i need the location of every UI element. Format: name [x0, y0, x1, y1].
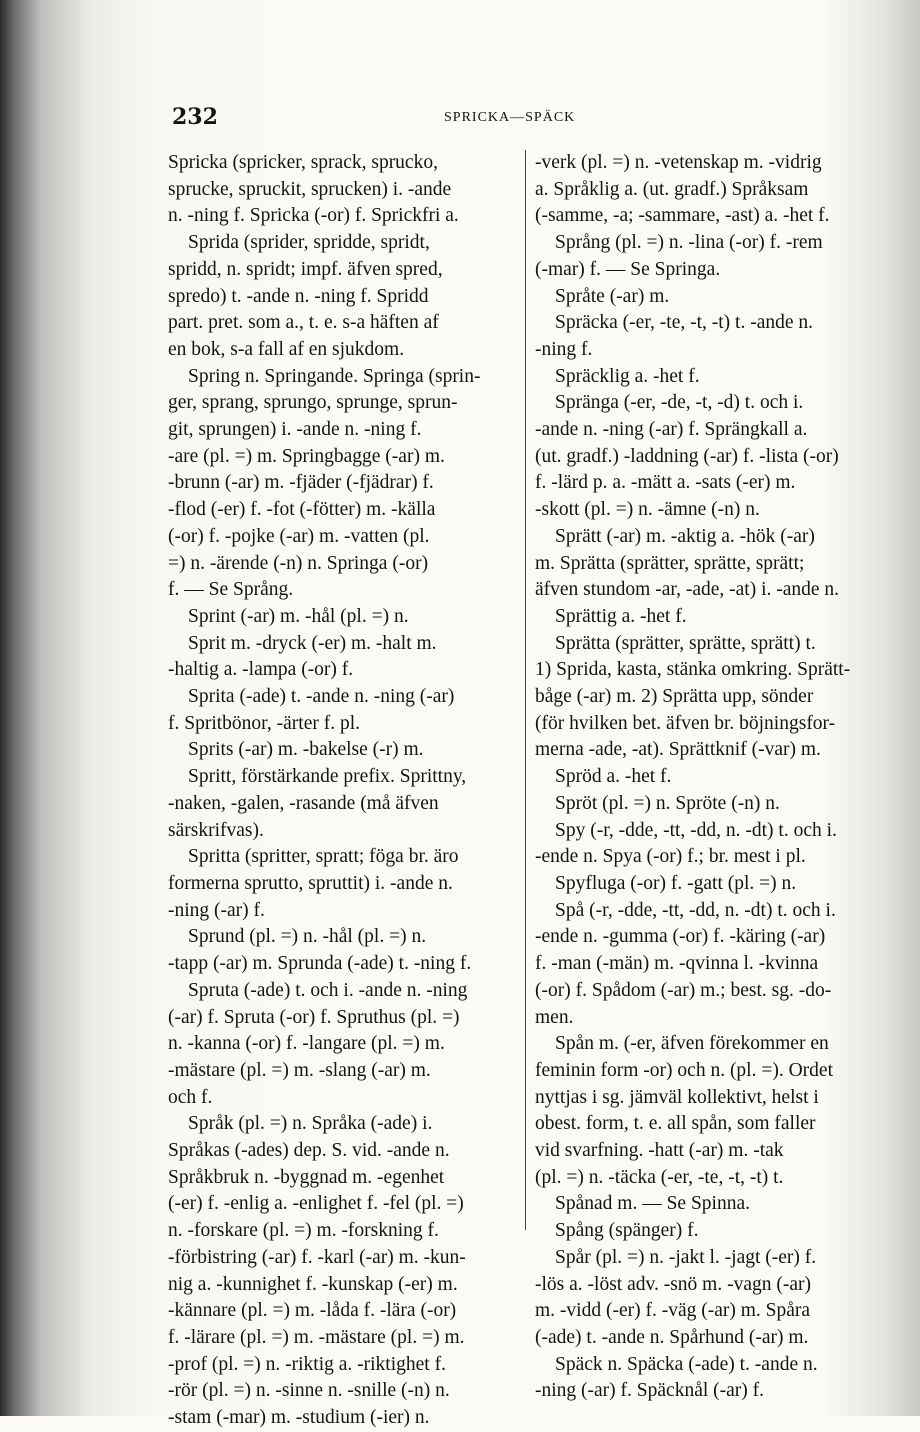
text-line: sprucke, spruckit, sprucken) i. -ande: [168, 178, 452, 200]
text-line: Spröd a. -het f.: [555, 766, 672, 788]
text-line: 1) Sprida, kasta, stänka omkring. Sprätt-: [535, 659, 851, 681]
text-line: Spruta (-ade) t. och i. -ande n. -ning: [188, 979, 468, 1001]
text-line: -flod (-er) f. -fot (-fötter) m. -källa: [168, 499, 436, 521]
text-line: -brunn (-ar) m. -fjäder (-fjädrar) f.: [168, 472, 434, 494]
text-line: Språk (pl. =) n. Språka (-ade) i.: [188, 1113, 433, 1135]
text-line: -verk (pl. =) n. -vetenskap m. -vidrig: [535, 152, 822, 173]
left-column: [168, 150, 520, 1432]
text-line: (-samme, -a; -sammare, -ast) a. -het f.: [535, 205, 830, 227]
text-line: f. -lärare (pl. =) m. -mästare (pl. =) m.: [168, 1326, 465, 1348]
text-line: (ut. gradf.) -laddning (-ar) f. -lista (-or): [535, 445, 839, 467]
text-line: n. -forskare (pl. =) m. -forskning f.: [168, 1220, 439, 1242]
text-line: -skott (pl. =) n. -ämne (-n) n.: [535, 499, 760, 521]
text-line: f. -man (-män) m. -qvinna l. -kvinna: [535, 953, 819, 975]
text-line: -kännare (pl. =) m. -låda f. -lära (-or): [168, 1300, 457, 1322]
text-line: (-or) f. -pojke (-ar) m. -vatten (pl.: [168, 525, 430, 547]
text-line: m. Sprätta (sprätter, sprätte, sprätt;: [535, 552, 805, 574]
text-line: ger, sprang, sprungo, sprunge, sprun-: [168, 392, 458, 414]
text-line: obest. form, t. e. all spån, som faller: [535, 1113, 816, 1135]
text-line: nyttjas i sg. jämväl kollektivt, helst i: [535, 1086, 819, 1108]
text-line: Spång (spänger) f.: [555, 1220, 699, 1242]
column-divider: [525, 150, 526, 1230]
text-line: -ning (-ar) f.: [168, 899, 265, 921]
text-line: n. -ning f. Spricka (-or) f. Sprickfri a.: [168, 205, 459, 227]
text-line: -mästare (pl. =) m. -slang (-ar) m.: [168, 1059, 431, 1081]
text-line: (-ade) t. -ande n. Spårhund (-ar) m.: [535, 1326, 809, 1348]
text-line: f. Spritbönor, -ärter f. pl.: [168, 712, 361, 734]
text-line: git, sprungen) i. -ande n. -ning f.: [168, 419, 422, 441]
text-line: Spritt, förstärkande prefix. Sprittny,: [188, 766, 467, 788]
text-line: (-ar) f. Spruta (-or) f. Spruthus (pl. =): [168, 1006, 460, 1028]
text-line: n. -kanna (-or) f. -langare (pl. =) m.: [168, 1033, 445, 1055]
text-line: vid svarfning. -hatt (-ar) m. -tak: [535, 1140, 784, 1162]
text-line: -haltig a. -lampa (-or) f.: [168, 659, 354, 681]
text-line: Spår (pl. =) n. -jakt l. -jagt (-er) f.: [555, 1246, 817, 1268]
text-line: f. — Se Språng.: [168, 579, 294, 601]
text-line: Spå (-r, -dde, -tt, -dd, n. -dt) t. och i.: [555, 899, 836, 921]
text-line: -förbistring (-ar) f. -karl (-ar) m. -kun-: [168, 1246, 466, 1268]
text-line: -rör (pl. =) n. -sinne n. -snille (-n) n.: [168, 1380, 450, 1402]
text-line: Spröt (pl. =) n. Spröte (-n) n.: [555, 792, 780, 814]
text-line: Späck n. Späcka (-ade) t. -ande n.: [555, 1353, 818, 1375]
text-line: a. Språklig a. (ut. gradf.) Språksam: [535, 178, 809, 200]
text-line: Språkbruk n. -byggnad m. -egenhet: [168, 1166, 445, 1188]
text-line: Språng (pl. =) n. -lina (-or) f. -rem: [555, 232, 823, 254]
text-line: båge (-ar) m. 2) Sprätta upp, sönder: [535, 686, 814, 708]
text-line: -ande n. -ning (-ar) f. Sprängkall a.: [535, 419, 808, 441]
text-line: men.: [535, 1006, 574, 1028]
text-line: Spränga (-er, -de, -t, -d) t. och i.: [555, 392, 804, 414]
page-header: [0, 104, 920, 134]
text-line: Sprida (sprider, spridde, spridt,: [188, 232, 430, 254]
text-line: Sprätt (-ar) m. -aktig a. -hök (-ar): [555, 525, 815, 547]
text-line: och f.: [168, 1086, 213, 1108]
text-line: Språte (-ar) m.: [555, 285, 670, 307]
text-line: -ning f.: [535, 338, 593, 360]
text-line: -ende n. -gumma (-or) f. -käring (-ar): [535, 926, 826, 948]
text-line: särskrifvas).: [168, 819, 264, 841]
text-line: -tapp (-ar) m. Sprunda (-ade) t. -ning f.: [168, 953, 472, 975]
text-line: Sprits (-ar) m. -bakelse (-r) m.: [188, 739, 424, 761]
text-line: Spräcklig a. -het f.: [555, 365, 700, 387]
text-line: Spritta (spritter, spratt; föga br. äro: [188, 846, 459, 868]
text-line: nig a. -kunnighet f. -kunskap (-er) m.: [168, 1273, 458, 1295]
text-line: (för hvilken bet. äfven br. böjningsfor-: [535, 712, 836, 734]
text-line: Spräcka (-er, -te, -t, -t) t. -ande n.: [555, 312, 814, 334]
running-head: SPRICKA—SPÄCK: [444, 110, 576, 125]
text-line: Spyfluga (-or) f. -gatt (pl. =) n.: [555, 872, 797, 894]
text-line: en bok, s-a fall af en sjukdom.: [168, 338, 405, 360]
text-line: -stam (-mar) m. -studium (-ier) n.: [168, 1407, 430, 1429]
text-line: (-mar) f. — Se Springa.: [535, 258, 721, 280]
text-line: f. -lärd p. a. -mätt a. -sats (-er) m.: [535, 472, 796, 494]
text-line: -naken, -galen, -rasande (må äfven: [168, 792, 439, 814]
text-line: äfven stundom -ar, -ade, -at) i. -ande n.: [535, 579, 840, 601]
text-line: Spån m. (-er, äfven förekommer en: [555, 1033, 829, 1055]
text-line: formerna sprutto, spruttit) i. -ande n.: [168, 872, 453, 894]
text-line: -ende n. Spya (-or) f.; br. mest i pl.: [535, 846, 806, 868]
text-line: Spy (-r, -dde, -tt, -dd, n. -dt) t. och i.: [555, 819, 837, 841]
text-line: feminin form -or) och n. (pl. =). Ordet: [535, 1059, 833, 1081]
text-line: -lös a. -löst adv. -snö m. -vagn (-ar): [535, 1273, 811, 1295]
text-line: Språkas (-ades) dep. S. vid. -ande n.: [168, 1140, 450, 1162]
right-column: [535, 150, 897, 1405]
text-line: Sprättig a. -het f.: [555, 605, 687, 627]
text-line: (pl. =) n. -täcka (-er, -te, -t, -t) t.: [535, 1166, 784, 1188]
text-line: (-or) f. Spådom (-ar) m.; best. sg. -do-: [535, 979, 832, 1001]
text-line: -prof (pl. =) n. -riktig a. -riktighet f.: [168, 1353, 446, 1375]
text-line: spridd, n. spridt; impf. äfven spred,: [168, 258, 443, 280]
text-line: Sprätta (sprätter, sprätte, sprätt) t.: [555, 632, 816, 654]
text-line: Sprint (-ar) m. -hål (pl. =) n.: [188, 605, 409, 627]
page-number: 232: [172, 104, 218, 130]
text-line: spredo) t. -ande n. -ning f. Spridd: [168, 285, 429, 307]
text-line: merna -ade, -at). Sprättknif (-var) m.: [535, 739, 821, 761]
text-line: (-er) f. -enlig a. -enlighet f. -fel (pl. =): [168, 1193, 464, 1215]
text-line: Spånad m. — Se Spinna.: [555, 1193, 750, 1215]
text-line: Spring n. Springande. Springa (sprin-: [188, 365, 481, 387]
text-line: =) n. -ärende (-n) n. Springa (-or): [168, 552, 429, 574]
text-line: Sprund (pl. =) n. -hål (pl. =) n.: [188, 926, 427, 948]
text-line: Sprit m. -dryck (-er) m. -halt m.: [188, 632, 437, 654]
text-line: Sprita (-ade) t. -ande n. -ning (-ar): [188, 686, 455, 708]
text-line: part. pret. som a., t. e. s-a häften af: [168, 312, 439, 334]
text-line: -are (pl. =) m. Springbagge (-ar) m.: [168, 445, 445, 467]
text-line: Spricka (spricker, sprack, sprucko,: [168, 152, 438, 173]
text-line: m. -vidd (-er) f. -väg (-ar) m. Spåra: [535, 1300, 811, 1322]
text-line: -ning (-ar) f. Späcknål (-ar) f.: [535, 1380, 765, 1402]
